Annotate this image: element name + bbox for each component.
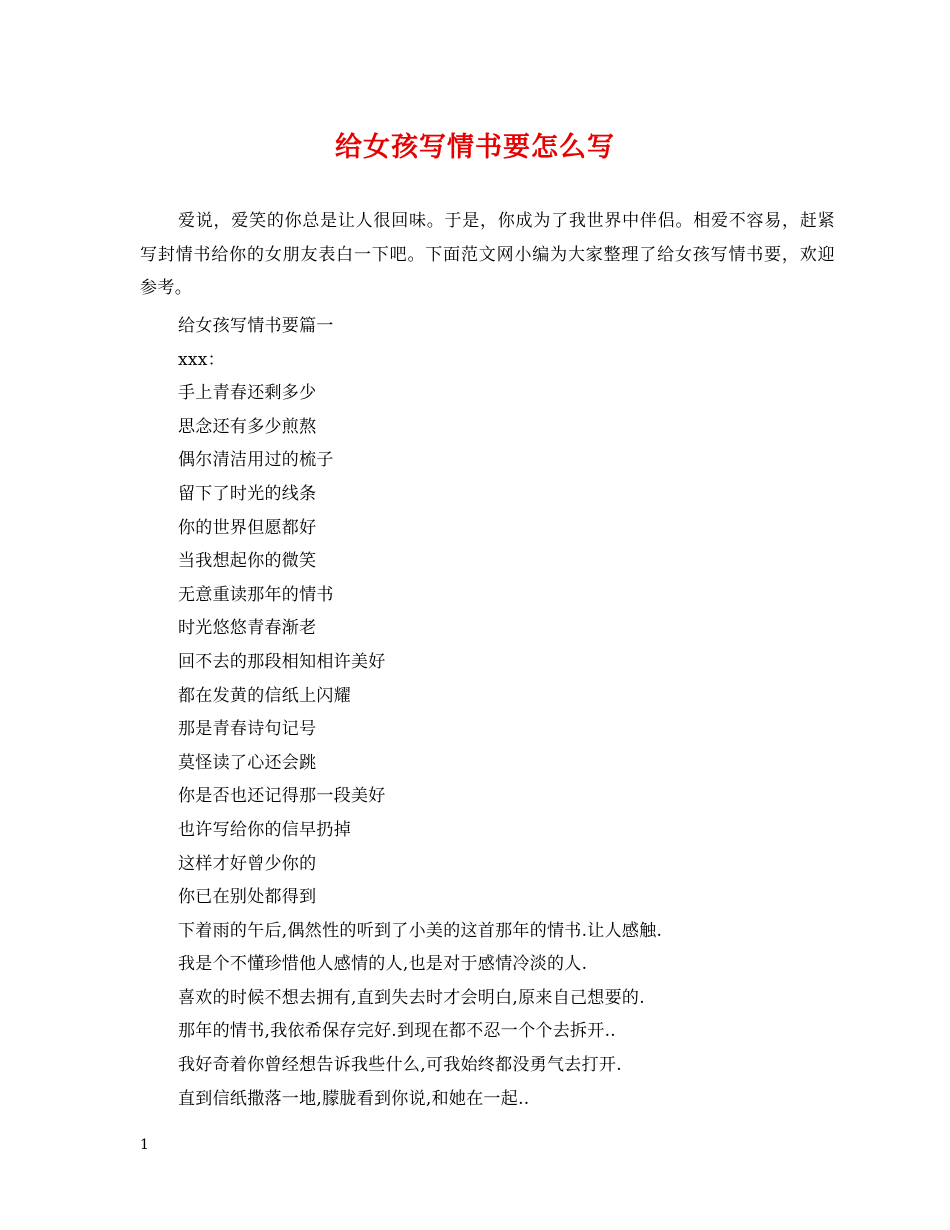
salutation-line: xxx： (178, 349, 225, 370)
poem-line: 回不去的那段相知相许美好 (178, 651, 386, 672)
prose-line: 喜欢的时候不想去拥有,直到失去时才会明白,原来自己想要的. (178, 987, 645, 1008)
intro-paragraph: 爱说，爱笑的你总是让人很回味。于是，你成为了我世界中伴侣。相爱不容易，赶紧写封情书给你的女朋友表白一下吧。下面范文网小编为大家整理了给女孩写情书要，欢迎参考。 (140, 211, 835, 298)
prose-line: 直到信纸撒落一地,朦胧看到你说,和她在一起.. (178, 1088, 530, 1109)
poem-line: 手上青春还剩多少 (178, 383, 317, 404)
poem-line: 你的世界但愿都好 (178, 517, 317, 538)
prose-line: 我好奇着你曾经想告诉我些什么,可我始终都没勇气去打开. (178, 1055, 622, 1076)
page-number: 1 (140, 1137, 149, 1153)
poem-line: 当我想起你的微笑 (178, 551, 317, 572)
poem-line: 时光悠悠青春渐老 (178, 618, 317, 639)
poem-line: 偶尔清洁用过的梳子 (178, 450, 334, 471)
poem-line: 无意重读那年的情书 (178, 584, 334, 605)
poem-line: 莫怪读了心还会跳 (178, 752, 317, 773)
prose-line: 我是个不懂珍惜他人感情的人,也是对于感情冷淡的人. (178, 954, 588, 975)
document-title: 给女孩写情书要怎么写 (335, 132, 615, 163)
poem-line: 你是否也还记得那一段美好 (178, 786, 386, 807)
poem-line: 都在发黄的信纸上闪耀 (178, 685, 351, 706)
poem-line: 思念还有多少煎熬 (178, 416, 317, 437)
prose-line: 下着雨的午后,偶然性的听到了小美的这首那年的情书.让人感触. (178, 920, 663, 941)
poem-line: 那是青春诗句记号 (178, 719, 317, 740)
poem-line: 也许写给你的信早扔掉 (178, 819, 351, 840)
letter-body (178, 310, 828, 1116)
poem-line: 这样才好曾少你的 (178, 853, 317, 874)
prose-line: 那年的情书,我依希保存完好.到现在都不忍一个个去拆开.. (178, 1021, 617, 1042)
poem-line: 你已在别处都得到 (178, 887, 317, 908)
poem-line: 留下了时光的线条 (178, 483, 317, 504)
section-heading: 给女孩写情书要篇一 (178, 316, 334, 336)
